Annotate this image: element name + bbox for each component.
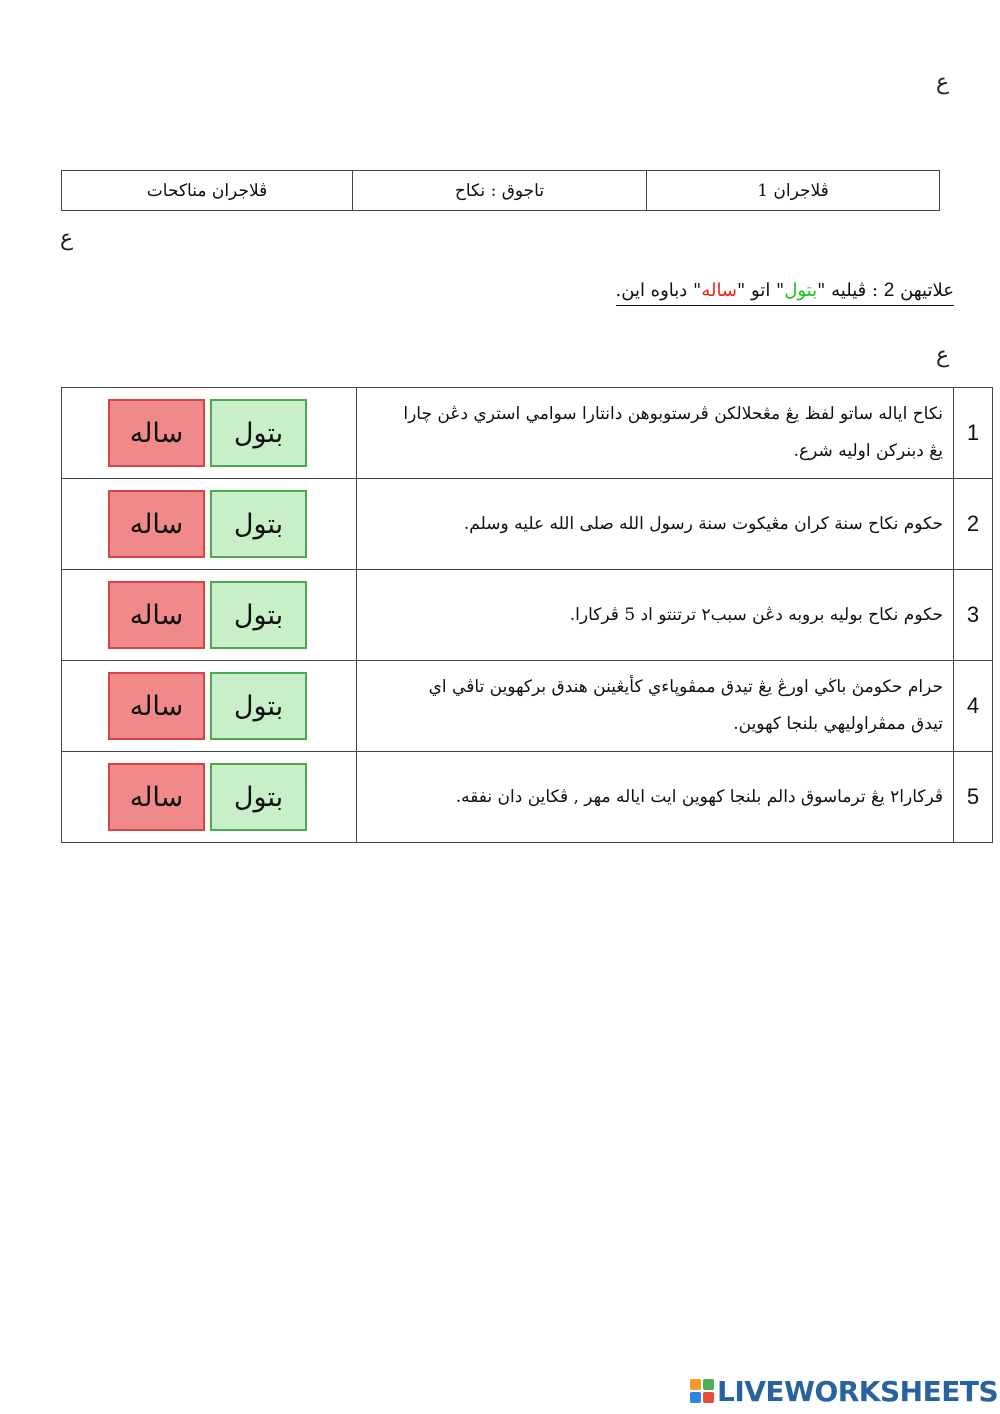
instruction-number: 2 [883, 280, 895, 301]
answer-cell [62, 661, 357, 752]
true-answer-button[interactable]: بتول [210, 399, 307, 467]
question-number: 5 [954, 752, 993, 843]
liveworksheets-logo[interactable] [690, 1373, 998, 1409]
stray-mark-right: ع [936, 343, 950, 368]
questions-table [61, 387, 993, 843]
question-text: نكاح اياله ساتو لفظ يڠ مڠحلالكن ڤرستوبوهن دانتارا سوامي استري دڠن چارا يڠ دبنركن اوليه شرع. [357, 388, 954, 479]
answer-cell [62, 752, 357, 843]
question-number: 4 [954, 661, 993, 752]
logo-square [690, 1379, 701, 1390]
instruction-line [616, 280, 954, 306]
stray-mark-left: ع [60, 226, 74, 251]
instruction-text-middle: " اتو " [737, 280, 785, 301]
answer-cell [62, 388, 357, 479]
answer-cell [62, 479, 357, 570]
question-text: ڤركارا٢ يڠ ترماسوق دالم بلنجا كهوين ايت اياله مهر , ڤكاين دان نفقه. [357, 752, 954, 843]
instruction-prefix: ع [943, 280, 954, 301]
question-row [62, 661, 993, 752]
false-answer-button[interactable]: ساله [108, 763, 205, 831]
true-answer-button[interactable]: بتول [210, 581, 307, 649]
question-row [62, 752, 993, 843]
answer-cell [62, 570, 357, 661]
subject-cell: ڤلاجران مناكحات [62, 171, 353, 211]
question-text: حرام حكومڽ باڬي اورڠ يڠ تيدق ممڤوڽاءي كأيڠينن هندق بركهوين تاڤي اي تيدق ممڤراوليهي بلنجا كهوين. [357, 661, 954, 752]
liveworksheets-logo-icon [690, 1379, 714, 1403]
question-text: حكوم نكاح سنة كران مڠيكوت سنة رسول الله صلى الله عليه وسلم. [357, 479, 954, 570]
false-answer-button[interactable]: ساله [108, 672, 205, 740]
instruction-text-after: " دباوه اين. [615, 280, 702, 301]
false-answer-button[interactable]: ساله [108, 490, 205, 558]
stray-mark-top: ع [936, 70, 950, 95]
question-row [62, 570, 993, 661]
true-answer-button[interactable]: بتول [210, 490, 307, 558]
question-row [62, 479, 993, 570]
false-answer-button[interactable]: ساله [108, 399, 205, 467]
false-answer-button[interactable]: ساله [108, 581, 205, 649]
topic-cell: تاجوق : نكاح [353, 171, 647, 211]
question-number: 3 [954, 570, 993, 661]
header-table [61, 170, 940, 211]
logo-square [690, 1392, 701, 1403]
brand-name: LIVEWORKSHEETS [717, 1374, 999, 1408]
instruction-label: لاتيهن [900, 280, 944, 301]
instruction-false-word: ساله [701, 280, 738, 301]
true-answer-button[interactable]: بتول [210, 763, 307, 831]
lesson-cell: ڤلاجران 1 [647, 171, 940, 211]
question-number: 2 [954, 479, 993, 570]
question-text: حكوم نكاح بوليه بروبه دڠن سبب٢ ترتنتو اد 5 ڤركارا. [357, 570, 954, 661]
logo-square [703, 1392, 714, 1403]
instruction-text-before: : ڤيليه " [817, 280, 884, 301]
true-answer-button[interactable]: بتول [210, 672, 307, 740]
question-number: 1 [954, 388, 993, 479]
logo-square [703, 1379, 714, 1390]
instruction-true-word: بتول [784, 280, 818, 301]
question-row [62, 388, 993, 479]
